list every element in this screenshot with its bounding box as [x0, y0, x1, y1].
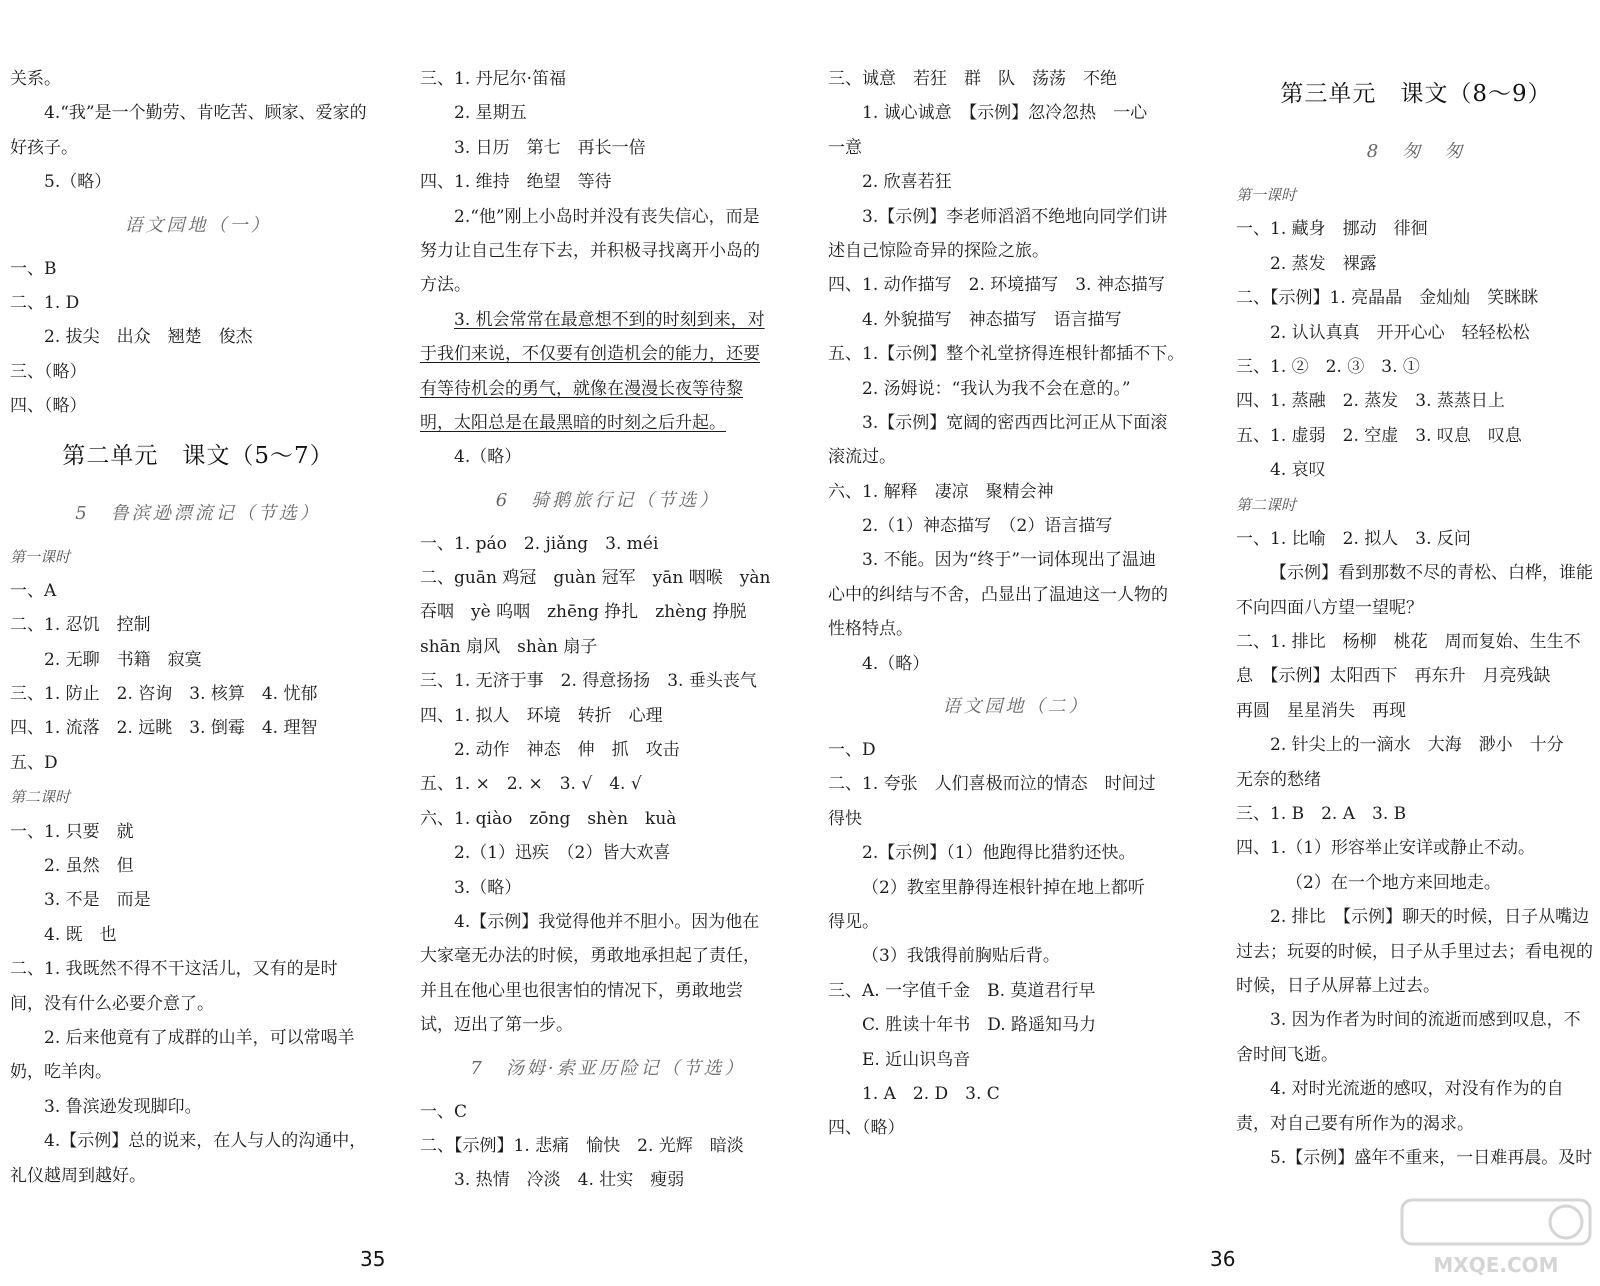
answer-line: 三、（略）: [10, 361, 87, 382]
answer-line: 试，迈出了第一步。: [420, 1015, 573, 1036]
answer-line: 四、1. 流落 2. 远眺 3. 倒霉 4. 理智: [10, 718, 318, 739]
lesson-period-label: 第一课时: [10, 547, 71, 566]
answer-line: 4. 对时光流逝的感叹，对没有作为的自: [1270, 1079, 1564, 1100]
answer-line: 5.（略）: [44, 172, 112, 193]
answer-line: 1. A 2. D 3. C: [862, 1083, 1000, 1104]
answer-line: 不向四面八方望一望呢？: [1236, 597, 1423, 618]
answer-line: 2. 无聊 书籍 寂寞: [44, 649, 202, 670]
answer-line: 5.【示例】盛年不重来，一日难再晨。及时: [1270, 1147, 1593, 1168]
answer-line: 二、1. 忍饥 控制: [10, 615, 151, 636]
section-title: 6 骑鹅旅行记（节选）: [495, 489, 721, 511]
answer-line: 2. 动作 神态 伸 抓 攻击: [454, 740, 680, 761]
answer-line: 2. 拔尖 出众 翘楚 俊杰: [44, 327, 253, 348]
answer-line: 四、（略）: [10, 396, 87, 417]
answer-line: 2. 汤姆说：“我认为我不会在意的。”: [862, 378, 1131, 399]
answer-line: 3.【示例】宽阔的密西西比河正从下面滚: [862, 412, 1168, 433]
answer-line: 大家毫无办法的时候，勇敢地承担起了责任，: [420, 946, 760, 967]
answer-line: 于我们来说，不仅要有创造机会的能力，还要: [420, 344, 760, 365]
answer-line: 一意: [828, 137, 862, 158]
answer-line: 3. 不能。因为“终于”一词体现出了温迪: [862, 550, 1157, 571]
answer-line: 心中的纠结与不舍，凸显出了温迪这一人物的: [828, 584, 1168, 605]
answer-line: 2. 针尖上的一滴水 大海 渺小 十分: [1270, 735, 1564, 756]
section-title: 8 匆 匆: [1366, 141, 1466, 162]
unit-title: 第二单元 课文（5～7）: [62, 442, 334, 469]
answer-line: 一、1. 比喻 2. 拟人 3. 反问: [1236, 528, 1471, 549]
lesson-period-label: 第一课时: [1236, 186, 1297, 204]
answer-line: 好孩子。: [10, 137, 78, 158]
answer-line: 再圆 星星消失 再现: [1236, 700, 1406, 721]
lesson-period-label: 第二课时: [10, 788, 71, 807]
answer-line: 过去；玩耍的时候，日子从手里过去；看电视的: [1236, 941, 1593, 962]
watermark-logo: [1398, 1196, 1594, 1280]
section-title: 7 汤姆·索亚历险记（节选）: [470, 1057, 746, 1079]
answer-line: 明，太阳总是在最黑暗的时刻之后升起。: [420, 412, 726, 433]
answer-line: 四、（略）: [828, 1118, 905, 1139]
watermark-text: MXQE.COM: [1433, 1253, 1559, 1277]
answer-line: 2. 虽然 但: [44, 856, 134, 877]
answer-line: 二、1. 排比 杨柳 桃花 周而复始、生生不: [1236, 632, 1581, 653]
answer-line: 二、1. D: [10, 292, 80, 313]
answer-line: 1. 诚心诚意 【示例】忽冷忽热 一心: [862, 103, 1148, 124]
answer-line: 述自己惊险奇异的探险之旅。: [828, 240, 1049, 261]
answer-line: 2. 后来他竟有了成群的山羊，可以常喝羊: [44, 1027, 355, 1048]
answer-line: 六、1. 解释 凄凉 聚精会神: [828, 481, 1054, 502]
answer-line: 五、D: [10, 752, 58, 773]
section-title: 语文园地（二）: [942, 696, 1090, 718]
answer-line: 责，对自己要有所作为的渴求。: [1236, 1113, 1474, 1134]
answer-line: 3. 机会常常在最意想不到的时刻到来，对: [454, 309, 765, 330]
answer-line: 吞咽 yè 呜咽 zhēng 挣扎 zhèng 挣脱: [420, 602, 747, 623]
answer-line: 四、1. 蒸融 2. 蒸发 3. 蒸蒸日上: [1236, 391, 1505, 412]
answer-line: 五、1. × 2. × 3. √ 4. √: [420, 774, 642, 795]
answer-column-4: [1236, 62, 1596, 1175]
answer-line: 2. 欣喜若狂: [862, 172, 952, 193]
answer-line: 一、1. 藏身 挪动 徘徊: [1236, 219, 1428, 240]
answer-line: 一、B: [10, 258, 57, 279]
answer-line: 3. 日历 第七 再长一倍: [454, 137, 646, 158]
answer-line: 时候，日子从屏幕上过去。: [1236, 975, 1440, 996]
lesson-period-label: 第二课时: [1236, 495, 1297, 514]
answer-line: 礼仪越周到越好。: [10, 1165, 146, 1186]
answer-line: E. 近山识鸟音: [862, 1049, 971, 1070]
answer-line: 五、1.【示例】整个礼堂挤得连根针都插不下。: [828, 344, 1185, 365]
answer-line: 四、1. 动作描写 2. 环境描写 3. 神态描写: [828, 275, 1165, 296]
answer-line: 五、1. 虚弱 2. 空虚 3. 叹息 叹息: [1236, 425, 1522, 446]
answer-line: 三、1. 丹尼尔·笛福: [420, 69, 567, 89]
answer-line: 4.“我”是一个勤劳、肯吃苦、顾家、爱家的: [44, 103, 367, 124]
answer-line: 二、【示例】1. 悲痛 愉快 2. 光辉 暗淡: [420, 1135, 744, 1156]
page-number-left: 35: [360, 1247, 386, 1271]
answer-column-3: [828, 62, 1204, 1146]
answer-line: 3. 因为作者为时间的流逝而感到叹息，不: [1270, 1010, 1581, 1031]
answer-line: 舍时间飞逝。: [1236, 1044, 1338, 1065]
answer-line: 二、1. 我既然不得不干这活儿，又有的是时: [10, 959, 338, 980]
answer-line: 3. 鲁滨逊发现脚印。: [44, 1096, 202, 1117]
answer-line: 四、1. 拟人 环境 转折 心理: [420, 705, 663, 726]
answer-line: 关系。: [10, 69, 61, 89]
answer-line: 滚流过。: [828, 447, 896, 468]
answer-line: 无奈的愁绪: [1236, 769, 1321, 790]
answer-line: 性格特点。: [828, 619, 913, 640]
answer-line: 4.（略）: [454, 447, 522, 468]
answer-line: 2. 蒸发 裸露: [1270, 253, 1377, 274]
answer-line: 六、1. qiào zōng shèn kuà: [420, 808, 677, 829]
answer-line: 2.（1）神态描写 （2）语言描写: [862, 516, 1113, 537]
answer-line: 一、1. páo 2. jiǎng 3. méi: [420, 533, 659, 554]
page-number-right: 36: [1210, 1247, 1236, 1271]
unit-title: 第三单元 课文（8～9）: [1280, 81, 1552, 107]
section-title: 语文园地（一）: [124, 214, 272, 236]
answer-line: 一、1. 只要 就: [10, 821, 134, 842]
answer-line: shān 扇风 shàn 扇子: [420, 636, 598, 657]
answer-line: 4. 外貌描写 神态描写 语言描写: [862, 309, 1122, 330]
answer-line: 三、诚意 若狂 群 队 荡荡 不绝: [828, 69, 1117, 89]
answer-line: 3. 热情 冷淡 4. 壮实 瘦弱: [454, 1170, 685, 1191]
answer-line: 3. 不是 而是: [44, 890, 151, 911]
answer-line: 2.【示例】（1）他跑得比猎豹还快。: [862, 843, 1136, 864]
answer-line: 一、D: [828, 740, 876, 761]
answer-line: 三、1. B 2. A 3. B: [1236, 804, 1407, 825]
answer-line: 得快: [828, 808, 862, 829]
answer-line: 有等待机会的勇气，就像在漫漫长夜等待黎: [420, 378, 743, 399]
answer-line: 3.【示例】李老师滔滔不绝地向同学们讲: [862, 206, 1168, 227]
section-title: 5 鲁滨逊漂流记（节选）: [75, 502, 321, 524]
answer-column-1: [10, 62, 386, 1193]
answer-line: 三、1. 防止 2. 咨询 3. 核算 4. 忧郁: [10, 684, 318, 705]
answer-line: 4. 哀叹: [1270, 460, 1326, 481]
answer-line: 4.【示例】我觉得他并不胆小。因为他在: [454, 911, 760, 932]
answer-line: 2.（1）迅疾 （2）皆大欢喜: [454, 843, 671, 864]
answer-line: 息 【示例】太阳西下 再东升 月亮残缺: [1236, 666, 1551, 687]
answer-line: 四、1.（1）形容举止安详或静止不动。: [1236, 838, 1536, 859]
answer-line: （2）在一个地方来回地走。: [1286, 872, 1501, 893]
answer-line: 【示例】看到那数不尽的青松、白桦，谁能: [1270, 563, 1593, 584]
answer-line: 4. 既 也: [44, 924, 117, 945]
answer-line: 4.【示例】总的说来，在人与人的沟通中，: [44, 1131, 367, 1152]
answer-line: 2.“他”刚上小岛时并没有丧失信心，而是: [454, 206, 760, 227]
answer-line: 方法。: [420, 275, 471, 296]
answer-line: 得见。: [828, 911, 879, 932]
answer-line: （3）我饿得前胸贴后背。: [862, 946, 1060, 967]
answer-line: 2. 星期五: [454, 103, 527, 124]
answer-line: 三、1. 无济于事 2. 得意扬扬 3. 垂头丧气: [420, 671, 757, 692]
answer-line: 努力让自己生存下去，并积极寻找离开小岛的: [420, 240, 760, 261]
answer-line: 奶，吃羊肉。: [10, 1062, 112, 1083]
answer-line: 4.（略）: [862, 653, 930, 674]
answer-line: （2）教室里静得连根针掉在地上都听: [862, 877, 1145, 898]
answer-line: 四、1. 维持 绝望 等待: [420, 172, 612, 193]
answer-line: 3.（略）: [454, 877, 522, 898]
answer-line: 2. 认认真真 开开心心 轻轻松松: [1270, 322, 1530, 343]
answer-line: 二、【示例】1. 亮晶晶 金灿灿 笑眯眯: [1236, 288, 1539, 309]
answer-line: 并且在他心里也很害怕的情况下，勇敢地尝: [420, 980, 743, 1001]
answer-line: 二、guān 鸡冠 guàn 冠军 yān 咽喉 yàn: [420, 568, 771, 589]
answer-line: 一、A: [10, 580, 57, 601]
answer-line: 间，没有什么必要介意了。: [10, 993, 214, 1014]
answer-line: 2. 排比 【示例】聊天的时候，日子从嘴边: [1270, 907, 1590, 928]
answer-line: 三、A. 一字值千金 B. 莫道君行早: [828, 980, 1096, 1001]
answer-column-2: [420, 62, 796, 1198]
answer-line: C. 胜读十年书 D. 路遥知马力: [862, 1015, 1097, 1036]
answer-line: 三、1. ② 2. ③ 3. ①: [1236, 356, 1420, 377]
answer-line: 二、1. 夸张 人们喜极而泣的情态 时间过: [828, 774, 1156, 795]
answer-line: 一、C: [420, 1101, 468, 1122]
